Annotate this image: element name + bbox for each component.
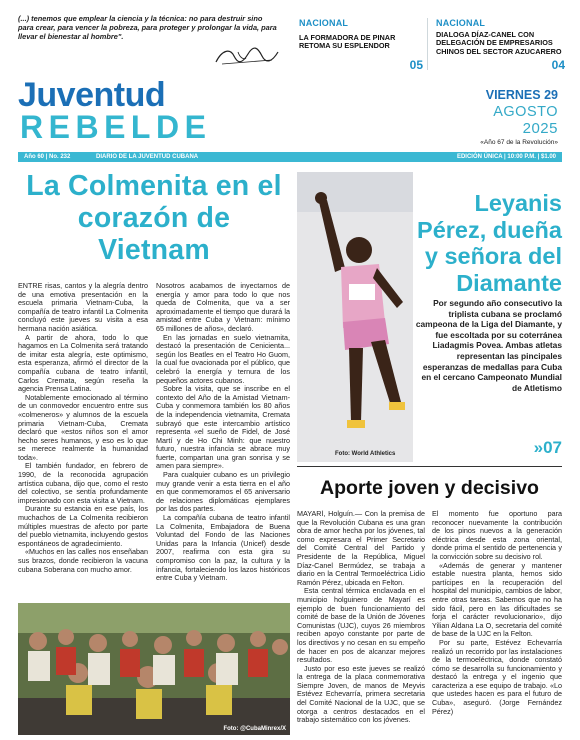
athlete-photo[interactable] xyxy=(297,172,413,462)
masthead-logo-rebelde[interactable]: REBELDE xyxy=(20,109,212,145)
signature-icon xyxy=(212,44,282,70)
main-story-column-1 xyxy=(18,282,148,600)
athlete-headline[interactable]: Leyanis Pérez, dueña y señora del Diamante xyxy=(417,190,562,296)
paragraph: «Muchos en las calles nos enseñaban sus brazos, donde recibieron la vacuna cubana Soberana con mucho amor. xyxy=(18,547,148,574)
paragraph: Durante su estancia en ese país, los muchachos de La Colmenita recibieron múltiples muestras de afecto por parte del pueblo vietnamita, incluyendo gestos espontáneos de agradecimiento. xyxy=(18,504,148,548)
paragraph: Esta central térmica enclavada en el municipio holguinero de Mayarí es ejemplo de buen funcionamiento del comité de base de la Unión de Jóvenes Comunistas (UJC), cuyos 26 miembros reciben apoyo constante por parte de los directivos y no cesan en su empeño de hacer en pos de alcanzar mejores resultados. xyxy=(297,586,425,665)
jump-page-link[interactable]: »07 xyxy=(533,438,562,457)
issue-month: AGOSTO xyxy=(493,104,558,120)
paragraph: En las jornadas en suelo vietnamita, destacó la presentación de Cenicienta... según los Beatles en el Teatro Ho Guom, la cual fue ovacionada por el público, que celebró la energía y ternura de los pequeños actores cubanos. xyxy=(156,332,290,385)
divider xyxy=(297,466,562,467)
paragraph: Sobre la visita, que se inscribe en el contexto del Año de la Amistad Vietnam-Cuba y conmemora también los 80 años de la independencia vietnamita, Cremata subrayó que este intercambio artístico representa «el sueño de Fidel, de José Martí y de Ho Chi Minh: que nuestro futuro, nuestra infancia se abrace muy fuerte, compartan una gran sonrisa y se amen para siempre». xyxy=(156,384,290,471)
teaser-section: NACIONAL xyxy=(299,18,349,28)
paragraph: A partir de ahora, todo lo que hagamos en La Colmenita será tratando de imitar esta alegría, este optimismo, esta esperanza, afirmó el director de la compañía cubana de teatro infantil, Carlos Cremata, según reseña la agencia Prensa Latina. xyxy=(18,332,148,394)
issue-tagline: «Año 67 de la Revolución» xyxy=(480,139,558,146)
edition-info: EDICIÓN ÚNICA | 10:00 P.M. | $1.00 xyxy=(456,154,556,160)
masthead-logo-juventud[interactable]: Juventud xyxy=(18,76,166,114)
issue-number: Año 60 | No. 232 xyxy=(24,154,71,160)
paragraph: La compañía cubana de teatro infantil La Colmenita, Embajadora de Buena Voluntad del Fondo de las Naciones Unidas para la Infancia (Unicef) desde 2007, reafirma con esta gira su compromiso con la paz, la cultura y la infancia, fortaleciendo los lazos históricos entre Cuba y Vietnam. xyxy=(156,513,290,583)
paragraph: Notablemente emocionado al término de un conmovedor encuentro entre sus «colmeneros» y alumnos de la escuela primaria Vietnam-Cuba, Cremata declaró que «estos niños son el amor hecho seres humanos, y eso es lo que se merece realmente la humanidad toda». xyxy=(18,392,148,462)
issue-year: 2025 xyxy=(522,120,558,137)
paragraph: «Además de generar y mantener estable nuestra planta, hemos sido partícipes en la recuperación del hospital del municipio, cambios de labor, entre otras tareas. Sabemos que no ha sido fácil, pero en las dificultades se forja el carácter revolucionario», dijo Yilian Aldana La O, secretaria del comité de base de la UJC en la Felton. xyxy=(432,560,562,639)
teaser-nacional-diaz-canel[interactable] xyxy=(427,18,567,70)
main-headline[interactable]: La Colmenita en el corazón de Vietnam xyxy=(26,170,282,266)
paragraph: ENTRE risas, cantos y la alegría dentro de una emotiva presentación en la escuela primaria Vietnam-Cuba, la compañía de teatro infantil La Colmenita concluyó este jueves su visita a esa hermana nación asiática. xyxy=(18,282,148,333)
paragraph: Para cualquier cubano es un privilegio muy grande venir a esta tierra en el año en que conmemoramos el 65 aniversario de relaciones diplomáticas ejemplares por las dos partes. xyxy=(156,470,290,514)
paragraph: Por su parte, Estévez Echevarría realizó un recorrido por las instalaciones de la termoeléctrica, donde constató cómo se desarrolla su funcionamiento y destacó la entrega y el ingenio que caracteriza a ese equipo de trabajo. «Lo que ustedes hacen es para el futuro de Cuba», aseguró. (Jorge Fernández Pérez) xyxy=(432,637,562,716)
date-block xyxy=(418,88,558,146)
photo-credit: Foto: @CubaMinrex/X xyxy=(223,726,286,732)
photo-credit: Foto: World Athletics xyxy=(335,451,396,457)
paragraph: El momento fue oportuno para reconocer nuevamente la contribución de los pinos nuevos a la generación eléctrica desde esta zona oriental, donde prima el sentido de pertenencia y la convicción sobre su decisivo rol. xyxy=(432,510,562,561)
paragraph: MAYARÍ, Holguín.— Con la premisa de que la Revolución Cubana es una gran obra de amor hecha por los jóvenes, tal como expresara el Primer Secretario del Comité Central del Partido y Presidente de la República, Miguel Díaz-Canel Bermúdez, se trabaja a diario en la Central Termoeléctrica Lidio Ramón Pérez, ubicada en Felton. xyxy=(297,510,425,587)
editorial-quote: (...) tenemos que emplear la ciencia y la técnica: no para destruir sino para crear, para vencer la pobreza, para proteger y prolongar la vida, para llevar el bienestar al hombre". xyxy=(18,14,277,41)
paper-description: DIARIO DE LA JUVENTUD CUBANA xyxy=(96,154,199,160)
issue-weekday: VIERNES 29 xyxy=(485,88,558,102)
athlete-deck: Por segundo año consecutivo la triplista cubana se proclamó campeona de la Liga del Diamante, y fue escoltada por su coterránea Liadagmis Povea. Ambas atletas representan las pincipales esperanzas de medallas para Cuba en el cercano Campeonato Mundial de Atletismo xyxy=(415,298,562,393)
issue-info-bar xyxy=(18,152,562,162)
teaser-section: NACIONAL xyxy=(436,18,486,28)
second-story-column-1 xyxy=(297,510,425,740)
children-crowd-image xyxy=(18,603,290,735)
teaser-page-number: 05 xyxy=(409,58,423,72)
second-headline[interactable]: Aporte joven y decisivo xyxy=(320,477,539,499)
teaser-page-number: 04 xyxy=(551,58,565,72)
colmenita-photo[interactable] xyxy=(18,603,290,735)
triple-jumper-image xyxy=(297,172,413,462)
paragraph: El también fundador, en febrero de 1990, de la reconocida agrupación artística cubana, dijo que, como el resto del colectivo, se sentía profundamente impresionado con esta visita a Vietnam. xyxy=(18,461,148,505)
paragraph: Justo por eso este jueves se realizó la entrega de la placa conmemorativa Siempre Joven, de manos de Meyvis Estévez Echevarría, primera secretaria del Comité Nacional de la UJC, que se otorga a centros destacados en el trabajo sistemático con los jóvenes. xyxy=(297,663,425,725)
teaser-headline[interactable]: DIALOGA DÍAZ-CANEL CON DELEGACIÓN DE EMPRESARIOS CHINOS DEL SECTOR AZUCARERO xyxy=(436,30,562,56)
paragraph: Nosotros acabamos de inyectarnos de energía y amor para todo lo que nos queda de Colmenita, que va a ser aproximadamente el tiempo que durará la amistad entre Cuba y Vietnam: mínimo 65 millones de años», declaró. xyxy=(156,282,290,333)
main-story-column-2 xyxy=(156,282,290,600)
teaser-nacional-pinar[interactable] xyxy=(299,18,423,70)
second-story-column-2 xyxy=(432,510,562,740)
teaser-headline[interactable]: LA FORMADORA DE PINAR RETOMA SU ESPLENDOR xyxy=(299,33,396,51)
